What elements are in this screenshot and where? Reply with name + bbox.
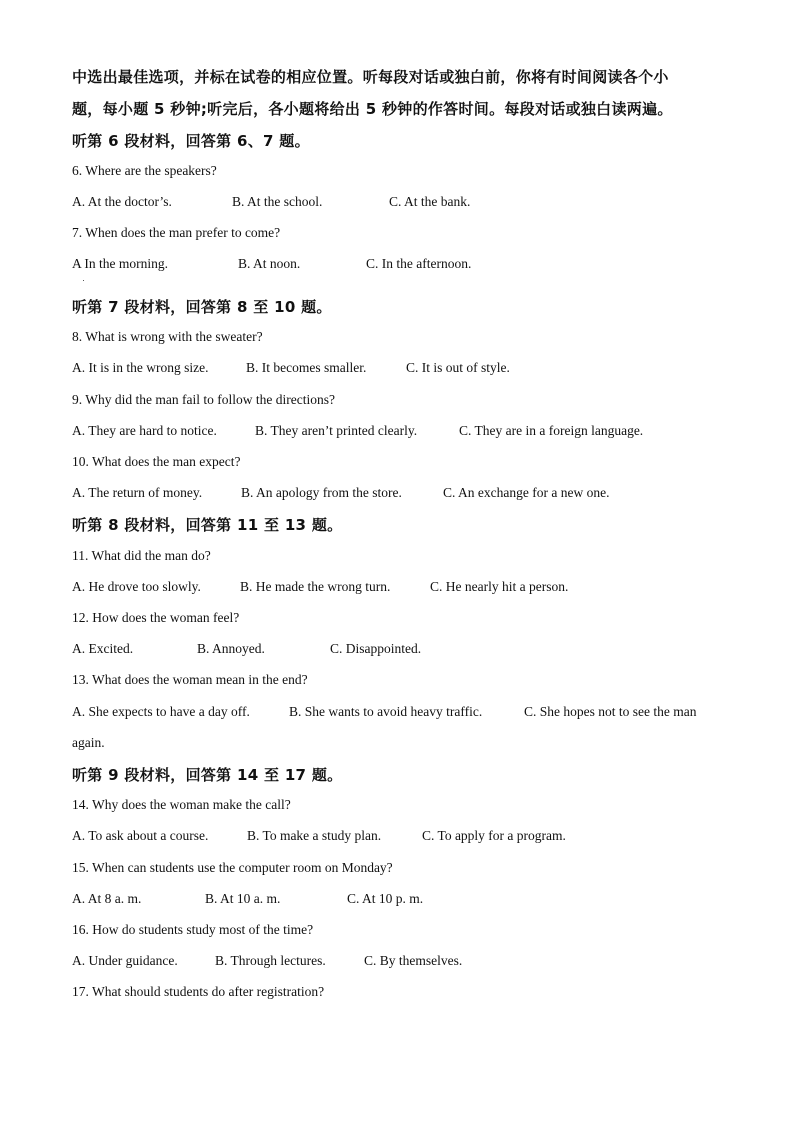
option-c: C. At 10 p. m. <box>347 891 424 906</box>
option-c: C. By themselves. <box>364 953 463 968</box>
option-a: A. At the doctor’s. <box>72 194 172 209</box>
option-c: C. At the bank. <box>389 194 471 209</box>
option-a: A. Under guidance. <box>72 953 178 968</box>
option-b: B. She wants to avoid heavy traffic. <box>289 704 483 719</box>
option-a: A. At 8 a. m. <box>72 891 142 906</box>
instruction-line-2: 题，每小题 5 秒钟;听完后，各小题将给出 5 秒钟的作答时间。每段对话或独白读两遍。 <box>72 100 673 118</box>
option-c: C. They are in a foreign language. <box>459 423 644 438</box>
option-b: B. To make a study plan. <box>247 828 382 843</box>
option-b: B. Annoyed. <box>197 641 265 656</box>
option-a: A. He drove too slowly. <box>72 579 201 594</box>
question-text: 12. How does the woman feel? <box>72 610 240 625</box>
option-b: B. At 10 a. m. <box>205 891 281 906</box>
question-text: 13. What does the woman mean in the end? <box>72 672 308 687</box>
question-text: 6. Where are the speakers? <box>72 163 217 178</box>
option-a: A. They are hard to notice. <box>72 423 217 438</box>
option-b: B. Through lectures. <box>215 953 326 968</box>
question-text: 11. What did the man do? <box>72 548 211 563</box>
option-c: C. She hopes not to see the man <box>524 704 697 719</box>
question-text: 15. When can students use the computer room on Monday? <box>72 860 393 875</box>
section-heading: 听第 8 段材料，回答第 11 至 13 题。 <box>72 516 343 534</box>
option-a: A. To ask about a course. <box>72 828 209 843</box>
option-a: A In the morning. <box>72 256 168 271</box>
option-b: B. At the school. <box>232 194 323 209</box>
option-a: A. Excited. <box>72 641 134 656</box>
option-c: C. It is out of style. <box>406 360 510 375</box>
option-c: C. In the afternoon. <box>366 256 472 271</box>
option-b: B. It becomes smaller. <box>246 360 367 375</box>
option-a: A. It is in the wrong size. <box>72 360 209 375</box>
section-heading: 听第 6 段材料，回答第 6、7 题。 <box>72 132 310 150</box>
question-text: 7. When does the man prefer to come? <box>72 225 281 240</box>
question-text: 16. How do students study most of the time? <box>72 922 314 937</box>
instruction-line-1: 中选出最佳选项，并标在试卷的相应位置。听每段对话或独白前，你将有时间阅读各个小 <box>72 68 669 86</box>
option-b: B. He made the wrong turn. <box>240 579 391 594</box>
option-a: A. She expects to have a day off. <box>72 704 250 719</box>
question-text: 14. Why does the woman make the call? <box>72 797 291 812</box>
option-b: B. At noon. <box>238 256 301 271</box>
question-text: 9. Why did the man fail to follow the directions? <box>72 392 335 407</box>
option-c: C. To apply for a program. <box>422 828 566 843</box>
option-c: C. An exchange for a new one. <box>443 485 610 500</box>
option-b: B. An apology from the store. <box>241 485 402 500</box>
question-text: 10. What does the man expect? <box>72 454 241 469</box>
question-text: 17. What should students do after registration? <box>72 984 325 999</box>
option-a: A. The return of money. <box>72 485 203 500</box>
option-b: B. They aren’t printed clearly. <box>255 423 418 438</box>
option-c: C. He nearly hit a person. <box>430 579 569 594</box>
option-continuation: again. <box>72 735 105 750</box>
question-text: 8. What is wrong with the sweater? <box>72 329 263 344</box>
section-heading: 听第 7 段材料，回答第 8 至 10 题。 <box>72 298 332 316</box>
option-c: C. Disappointed. <box>330 641 422 656</box>
section-heading: 听第 9 段材料，回答第 14 至 17 题。 <box>72 766 343 784</box>
stray-dot <box>83 280 84 281</box>
